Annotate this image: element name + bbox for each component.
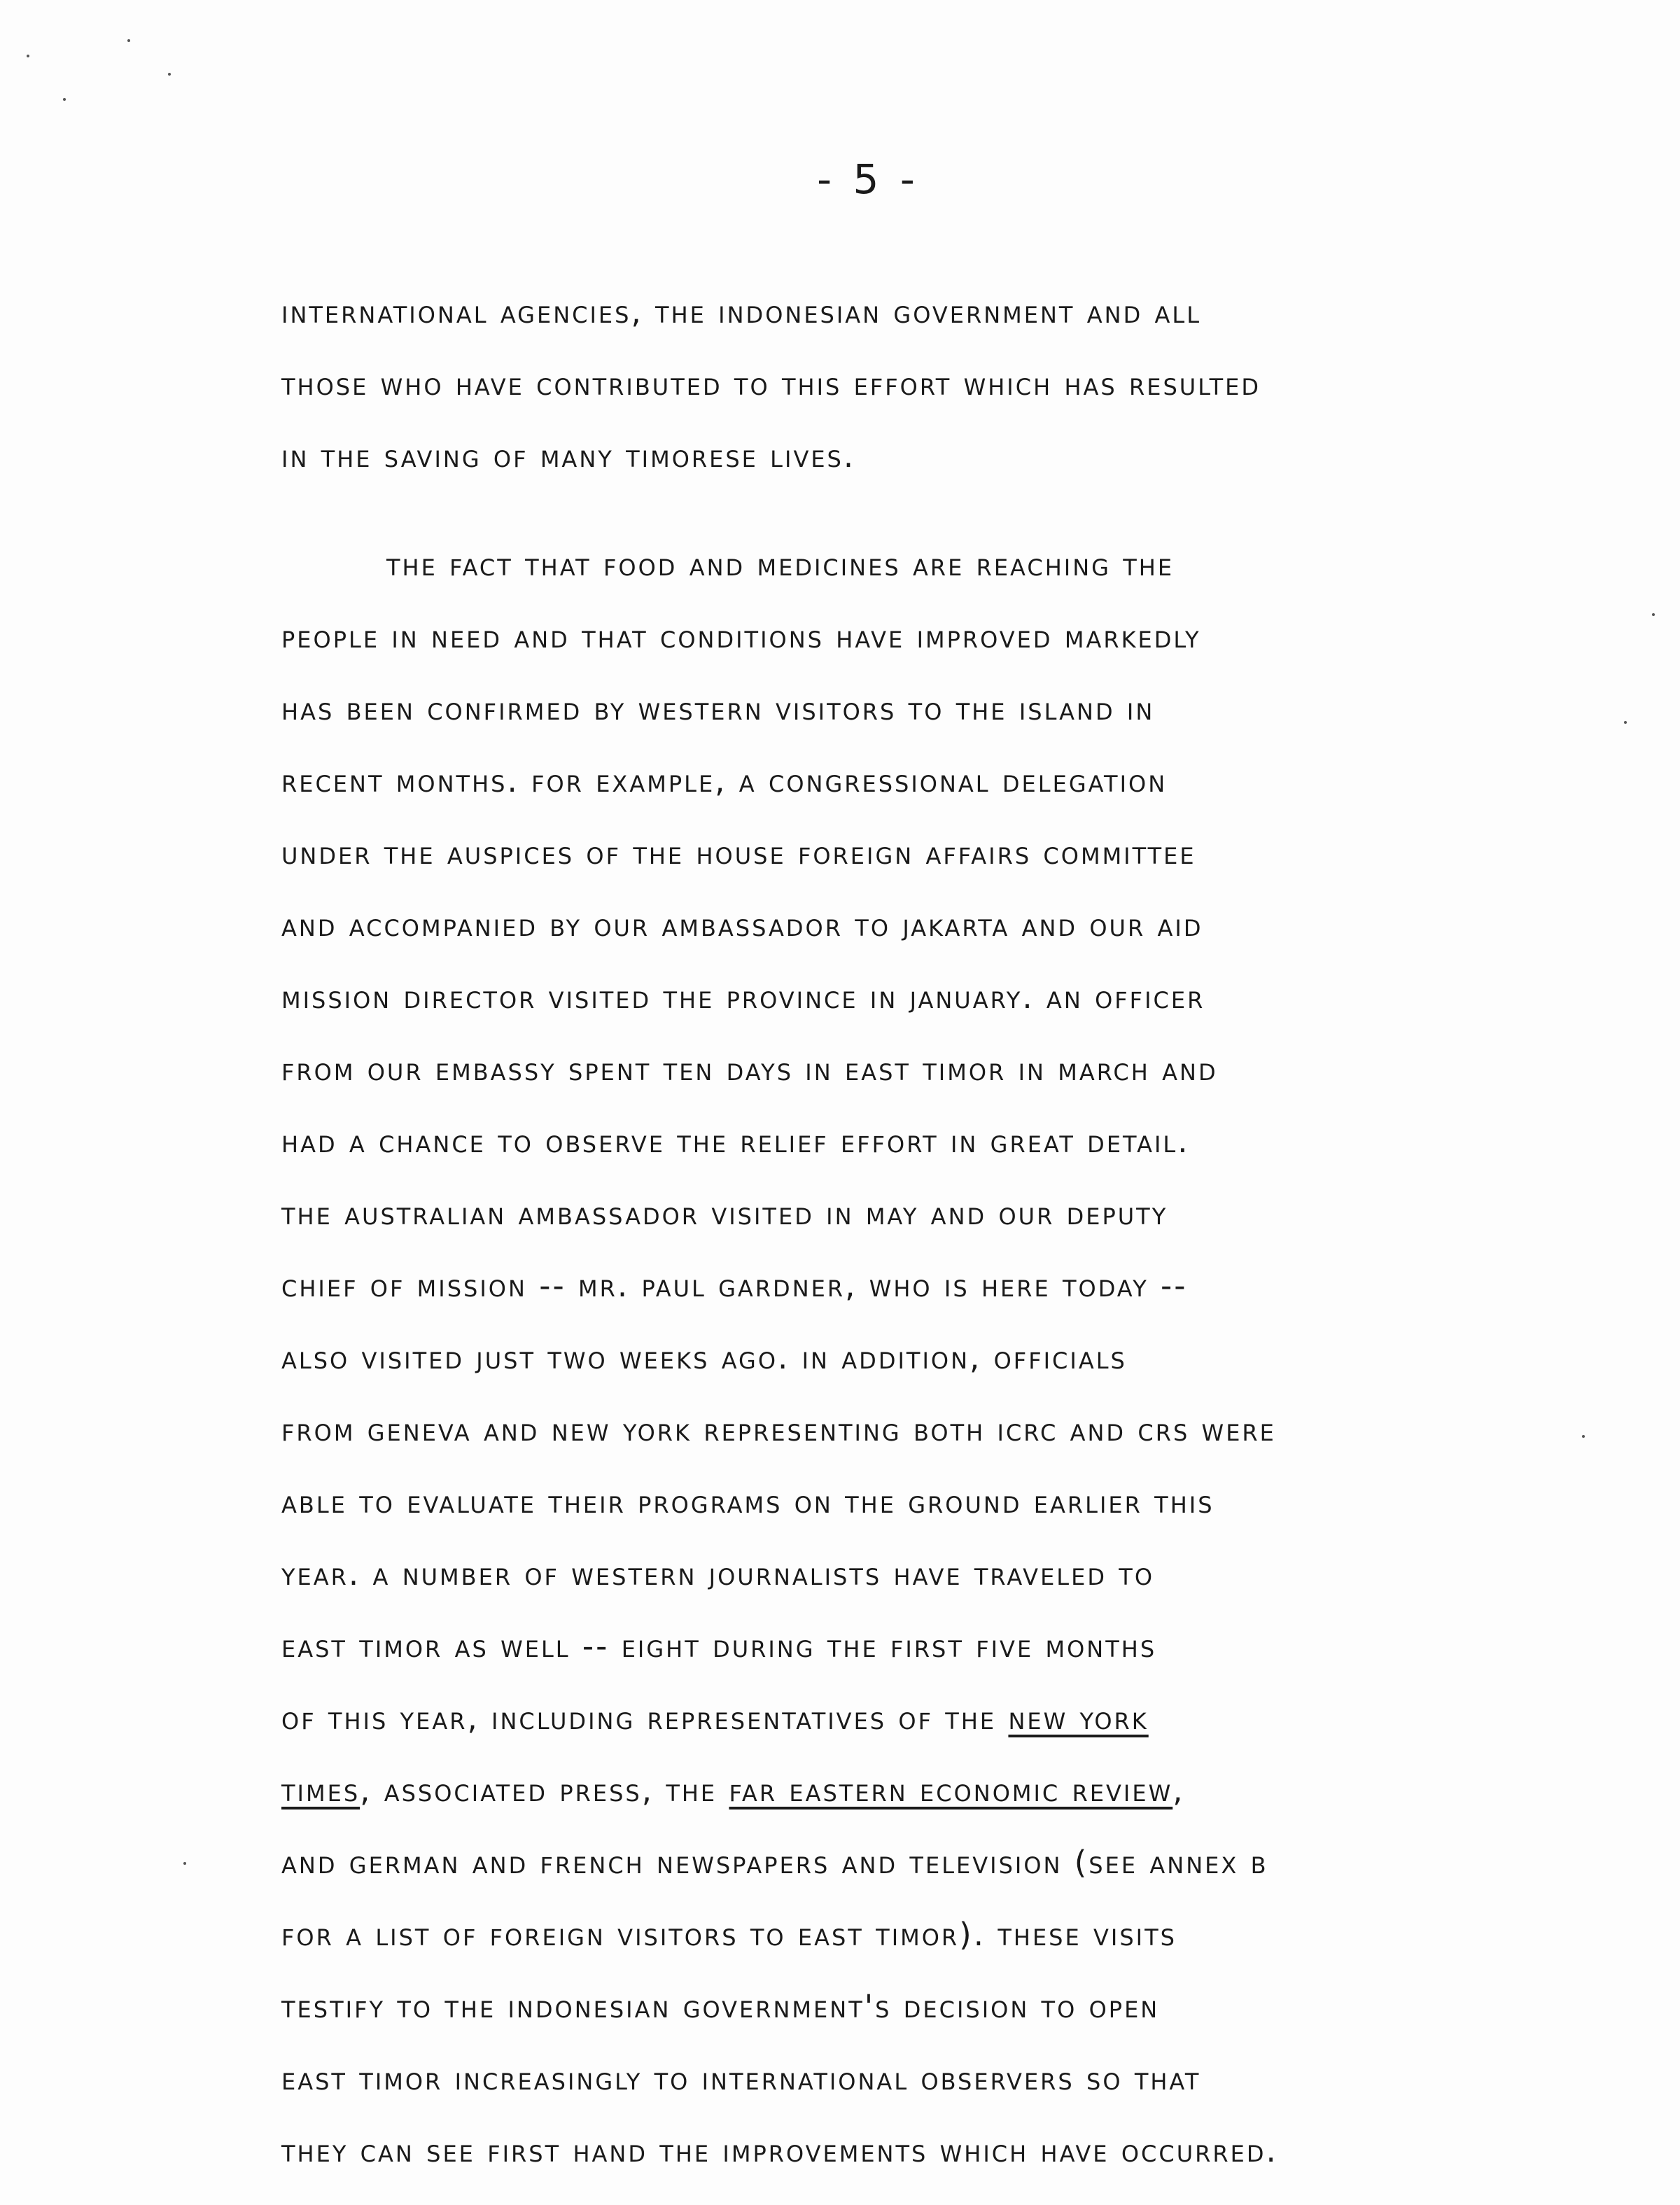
publication-title: far eastern economic review [729, 1772, 1173, 1809]
text-line: chief of mission -- mr. paul gardner, who is here today -- [281, 1267, 1188, 1304]
text-line: has been confirmed by western visitors to the island in [281, 690, 1155, 727]
text-line: east timor as well -- eight during the first five months [281, 1628, 1157, 1665]
scan-speck [1582, 1435, 1585, 1438]
paragraph-2 [281, 528, 1625, 2187]
text-line: in the saving of many timorese lives. [281, 438, 856, 475]
paragraph-gap [281, 492, 1625, 528]
paragraph-1 [281, 276, 1625, 492]
body-text [281, 276, 1625, 2187]
text-line: testify to the indonesian government's decision to open [281, 1988, 1160, 2025]
text-line: also visited just two weeks ago. in addition, officials [281, 1339, 1127, 1376]
scan-speck [127, 39, 130, 42]
scan-speck [1624, 721, 1627, 724]
text-line: east timor increasingly to international observers so that [281, 2060, 1201, 2097]
scan-speck [168, 73, 171, 76]
text-line: those who have contributed to this effort which has resulted [281, 365, 1261, 402]
text-line: for a list of foreign visitors to east timor). these visits [281, 1916, 1177, 1953]
text-line: international agencies, the indonesian government and all [281, 293, 1202, 330]
text-line [281, 1754, 1625, 1826]
publication-title: new york [1008, 1700, 1149, 1737]
scan-speck [63, 98, 66, 101]
text-line [281, 1682, 1625, 1754]
publication-title: times [281, 1772, 360, 1809]
text-line: under the auspices of the house foreign affairs committee [281, 834, 1196, 872]
text-line: mission director visited the province in january. an officer [281, 979, 1205, 1016]
scan-speck [27, 55, 29, 57]
scan-speck [183, 1862, 186, 1865]
text-line: the australian ambassador visited in may and our deputy [281, 1195, 1168, 1232]
text-line: people in need and that conditions have improved markedly [281, 618, 1201, 655]
text-line: had a chance to observe the relief effort in great detail. [281, 1123, 1190, 1160]
text-segment: , [1172, 1772, 1185, 1809]
text-line: they can see first hand the improvements which have occurred. [281, 2132, 1278, 2169]
text-line: year. a number of western journalists have traveled to [281, 1555, 1155, 1592]
text-line: able to evaluate their programs on the ground earlier this [281, 1483, 1214, 1520]
text-line: and accompanied by our ambassador to jakarta and our aid [281, 906, 1203, 944]
text-line: from our embassy spent ten days in east timor in march and [281, 1051, 1218, 1088]
text-line: recent months. for example, a congressional delegation [281, 762, 1168, 799]
text-line: from geneva and new york representing both icrc and crs were [281, 1411, 1276, 1448]
scan-speck [1652, 613, 1655, 616]
text-line: and german and french newspapers and television (see annex b [281, 1844, 1268, 1881]
text-segment: of this year, including representatives of the [281, 1700, 1009, 1737]
page-number: - 5 - [817, 155, 919, 203]
text-line: the fact that food and medicines are reaching the [386, 546, 1175, 583]
text-segment: , associated press, the [360, 1772, 729, 1809]
